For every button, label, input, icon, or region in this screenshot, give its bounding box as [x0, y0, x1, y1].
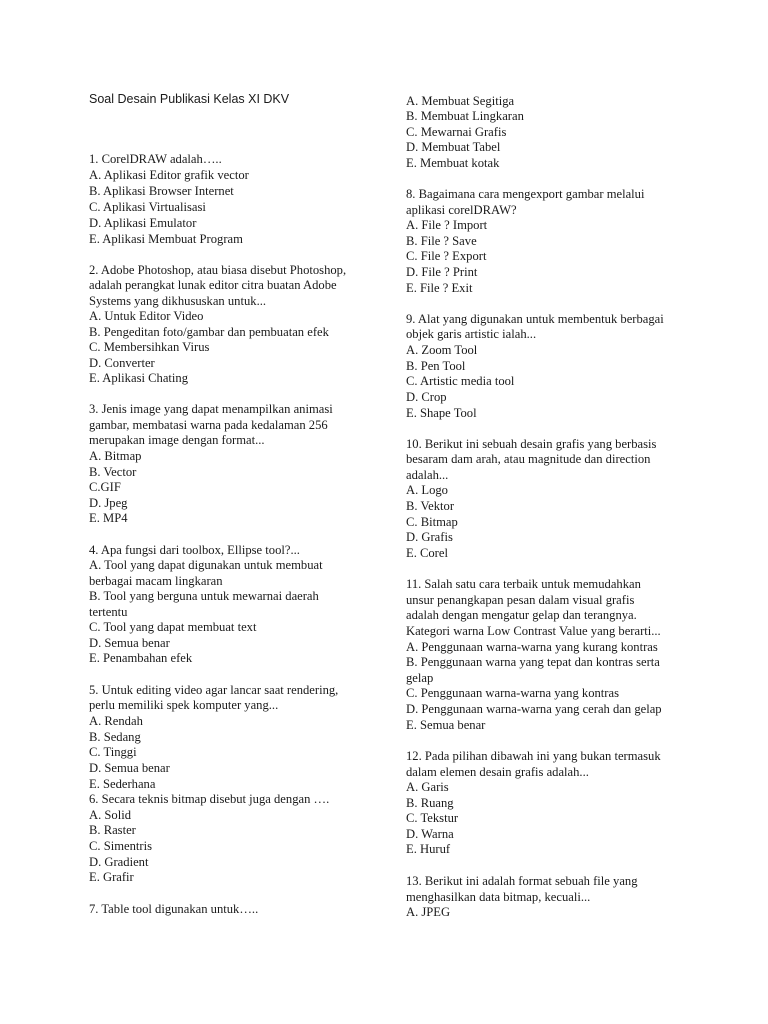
question-text-line: berbagai macam lingkaran [89, 574, 223, 588]
question-text-line: A. Rendah [89, 714, 143, 728]
question-text-line: C. Tekstur [406, 811, 459, 825]
question-text-line: 13. Berikut ini adalah format sebuah file yang [406, 874, 638, 888]
question-text-line: B. Membuat Lingkaran [406, 109, 524, 123]
question-text-line: tertentu [89, 605, 128, 619]
question-text-line: objek garis artistic ialah... [406, 327, 537, 341]
question-text-line: B. Tool yang berguna untuk mewarnai daerah [89, 589, 319, 603]
question-text-line: 12. Pada pilihan dibawah ini yang bukan termasuk [406, 749, 661, 763]
question-text-line: 9. Alat yang digunakan untuk membentuk berbagai [406, 312, 664, 326]
question-text-line: B. Pen Tool [406, 359, 466, 373]
question-text-line: E. Aplikasi Membuat Program [89, 232, 243, 246]
question-text-line: 5. Untuk editing video agar lancar saat rendering, [89, 683, 339, 697]
question-text-line: 4. Apa fungsi dari toolbox, Ellipse tool?... [89, 543, 300, 557]
question-text-line: A. Bitmap [89, 449, 142, 463]
question-text-line: B. Aplikasi Browser Internet [89, 184, 234, 198]
question-text-line: B. Ruang [406, 796, 454, 810]
question-text-line: A. JPEG [406, 905, 451, 919]
question-text-line: E. Grafir [89, 870, 134, 884]
question-text-line: A. Solid [89, 808, 131, 822]
question-text-line: 6. Secara teknis bitmap disebut juga dengan …. [89, 792, 330, 806]
question-text-line: adalah dengan mengatur gelap dan terangnya. [406, 608, 637, 622]
question-text-line: C.GIF [89, 480, 121, 494]
question-text-line: E. MP4 [89, 511, 128, 525]
question-text-line: C. Membersihkan Virus [89, 340, 210, 354]
question-text-line: D. Penggunaan warna-warna yang cerah dan gelap [406, 702, 662, 716]
question-text-line: C. Bitmap [406, 515, 458, 529]
question-text-line: A. Zoom Tool [406, 343, 478, 357]
question-text-line: D. Converter [89, 356, 155, 370]
question-text-line: 10. Berikut ini sebuah desain grafis yang berbasis [406, 437, 657, 451]
question-text-line: A. Tool yang dapat digunakan untuk membuat [89, 558, 323, 572]
question-text-line: C. Simentris [89, 839, 152, 853]
question-text-line: A. Untuk Editor Video [89, 309, 204, 323]
question-text-line: E. Semua benar [406, 718, 486, 732]
question-text-line: merupakan image dengan format... [89, 433, 265, 447]
document-title: Soal Desain Publikasi Kelas XI DKV [89, 92, 290, 106]
question-text-line: C. Aplikasi Virtualisasi [89, 200, 206, 214]
question-text-line: D. Semua benar [89, 636, 170, 650]
question-text-line: unsur penangkapan pesan dalam visual grafis [406, 593, 635, 607]
question-text-line: gelap [406, 671, 434, 685]
question-text-line: besaram dam arah, atau magnitude dan direction [406, 452, 651, 466]
question-text-line: adalah... [406, 468, 449, 482]
question-text-line: A. Membuat Segitiga [406, 94, 515, 108]
question-text-line: 1. CorelDRAW adalah….. [89, 152, 222, 166]
question-text-line: Systems yang dikhususkan untuk... [89, 294, 267, 308]
question-text-line: B. Penggunaan warna yang tepat dan kontras serta [406, 655, 660, 669]
question-text-line: E. Huruf [406, 842, 451, 856]
question-text-line: E. Penambahan efek [89, 651, 193, 665]
question-text-line: D. Jpeg [89, 496, 128, 510]
question-text-line: perlu memiliki spek komputer yang... [89, 698, 279, 712]
question-text-line: B. Raster [89, 823, 136, 837]
question-text-line: C. File ? Export [406, 249, 487, 263]
question-text-line: A. Penggunaan warna-warna yang kurang kontras [406, 640, 658, 654]
question-text-line: B. File ? Save [406, 234, 477, 248]
question-text-line: 3. Jenis image yang dapat menampilkan animasi [89, 402, 333, 416]
question-text-line: A. Logo [406, 483, 448, 497]
question-text-line: D. File ? Print [406, 265, 478, 279]
question-text-line: C. Artistic media tool [406, 374, 515, 388]
question-text-line: A. Aplikasi Editor grafik vector [89, 168, 249, 182]
question-text-line: D. Gradient [89, 855, 149, 869]
question-text-line: C. Tinggi [89, 745, 137, 759]
question-text-line: C. Penggunaan warna-warna yang kontras [406, 686, 619, 700]
question-text-line: D. Grafis [406, 530, 453, 544]
question-text-line: B. Vektor [406, 499, 455, 513]
question-text-line: menghasilkan data bitmap, kecuali... [406, 890, 591, 904]
question-text-line: E. Aplikasi Chating [89, 371, 188, 385]
question-text-line: E. Shape Tool [406, 406, 477, 420]
question-text-line: A. Garis [406, 780, 449, 794]
question-text-line: C. Mewarnai Grafis [406, 125, 507, 139]
question-text-line: E. Sederhana [89, 777, 156, 791]
question-text-line: B. Pengeditan foto/gambar dan pembuatan efek [89, 325, 329, 339]
question-text-line: dalam elemen desain grafis adalah... [406, 765, 589, 779]
question-text-line: adalah perangkat lunak editor citra buatan Adobe [89, 278, 337, 292]
question-text-line: 2. Adobe Photoshop, atau biasa disebut Photoshop, [89, 263, 347, 277]
question-text-line: D. Membuat Tabel [406, 140, 501, 154]
question-text-line: B. Sedang [89, 730, 141, 744]
question-text-line: 7. Table tool digunakan untuk….. [89, 902, 259, 916]
question-text-line: A. File ? Import [406, 218, 488, 232]
question-text-line: 11. Salah satu cara terbaik untuk memudahkan [406, 577, 641, 591]
question-text-line: Kategori warna Low Contrast Value yang berarti... [406, 624, 661, 638]
question-text-line: gambar, membatasi warna pada kedalaman 256 [89, 418, 328, 432]
question-text-line: D. Crop [406, 390, 447, 404]
question-text-line: 8. Bagaimana cara mengexport gambar melalui [406, 187, 645, 201]
question-text-line: E. File ? Exit [406, 281, 473, 295]
question-text-line: E. Corel [406, 546, 448, 560]
question-text-line: B. Vector [89, 465, 137, 479]
question-text-line: D. Aplikasi Emulator [89, 216, 197, 230]
question-text-line: D. Semua benar [89, 761, 170, 775]
question-text-line: D. Warna [406, 827, 454, 841]
question-text-line: aplikasi corelDRAW? [406, 203, 517, 217]
question-text-line: E. Membuat kotak [406, 156, 500, 170]
question-text-line: C. Tool yang dapat membuat text [89, 620, 257, 634]
